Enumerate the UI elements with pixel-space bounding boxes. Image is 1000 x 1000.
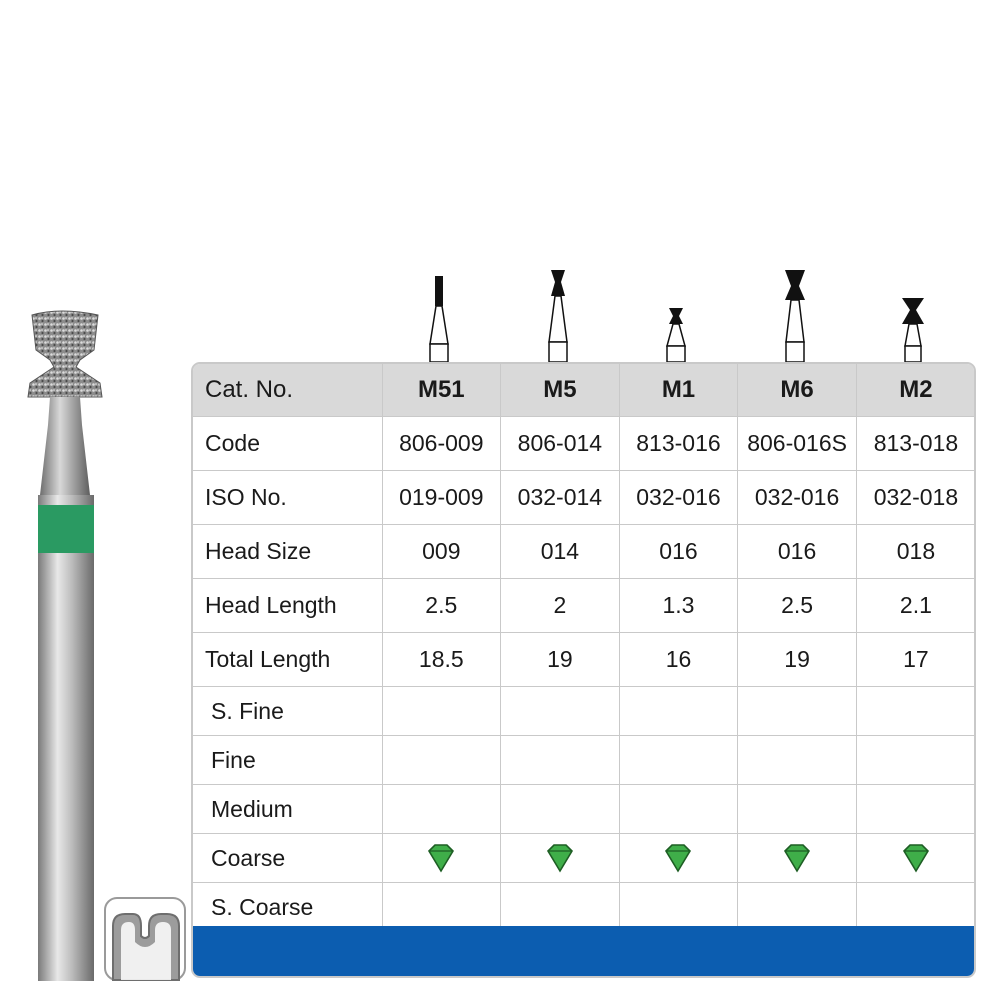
grit-cell (619, 736, 738, 785)
bur-spec-table (191, 362, 976, 978)
grit-label: Fine (193, 736, 382, 785)
table-cell: 018 (856, 525, 975, 579)
table-cell: 032-014 (501, 471, 620, 525)
table-row (193, 417, 975, 471)
column-header: M6 (738, 364, 857, 417)
grit-cell (382, 785, 501, 834)
green-diamond-icon (546, 843, 574, 873)
column-header: M5 (501, 364, 620, 417)
table-cell: 009 (382, 525, 501, 579)
bur-product-photo (20, 305, 110, 985)
row-label: Head Size (193, 525, 382, 579)
grit-cell (501, 834, 620, 883)
grit-cell (382, 687, 501, 736)
bur-silhouette-icon-m2 (902, 298, 924, 362)
table-row (193, 525, 975, 579)
grit-cell (501, 883, 620, 932)
grit-label: S. Coarse (193, 883, 382, 932)
grit-cell (738, 834, 857, 883)
grit-cell (856, 883, 975, 932)
grit-cell (619, 785, 738, 834)
table-cell: 016 (738, 525, 857, 579)
green-diamond-icon (664, 843, 692, 873)
grit-cell (856, 834, 975, 883)
grit-row (193, 834, 975, 883)
table-cell: 032-018 (856, 471, 975, 525)
grit-cell (738, 883, 857, 932)
grit-cell (382, 883, 501, 932)
cavity-prep-icon (103, 896, 187, 982)
table-cell: 1.3 (619, 579, 738, 633)
grit-row (193, 736, 975, 785)
bur-silhouette-icon-m5 (549, 270, 567, 362)
table-cell: 032-016 (619, 471, 738, 525)
table-header-row (193, 364, 975, 417)
header-label: Cat. No. (193, 364, 382, 417)
row-label: Code (193, 417, 382, 471)
grit-cell (738, 785, 857, 834)
table-cell: 2.5 (738, 579, 857, 633)
grit-cell (856, 687, 975, 736)
table-cell: 19 (738, 633, 857, 687)
grit-row (193, 785, 975, 834)
table-cell: 19 (501, 633, 620, 687)
table-cell: 032-016 (738, 471, 857, 525)
grit-cell (856, 736, 975, 785)
grit-cell (856, 785, 975, 834)
grit-cell (738, 687, 857, 736)
footer-color-bar (193, 926, 974, 976)
green-diamond-icon (902, 843, 930, 873)
grit-cell (501, 687, 620, 736)
grit-cell (619, 834, 738, 883)
table-cell: 2.5 (382, 579, 501, 633)
row-label: Head Length (193, 579, 382, 633)
bur-silhouette-icon-m51 (430, 276, 448, 362)
grit-cell (501, 785, 620, 834)
column-header: M2 (856, 364, 975, 417)
grit-label: Coarse (193, 834, 382, 883)
table-cell: 806-009 (382, 417, 501, 471)
table-cell: 806-014 (501, 417, 620, 471)
table-cell: 813-018 (856, 417, 975, 471)
table-cell: 2 (501, 579, 620, 633)
grit-cell (619, 883, 738, 932)
grit-cell (382, 834, 501, 883)
table-cell: 2.1 (856, 579, 975, 633)
grit-label: S. Fine (193, 687, 382, 736)
table-row (193, 579, 975, 633)
grit-cell (382, 736, 501, 785)
bur-silhouettes (380, 262, 976, 364)
table-cell: 019-009 (382, 471, 501, 525)
grit-row (193, 687, 975, 736)
table-cell: 014 (501, 525, 620, 579)
table-cell: 17 (856, 633, 975, 687)
table-cell: 18.5 (382, 633, 501, 687)
column-header: M51 (382, 364, 501, 417)
bur-silhouette-icon-m6 (785, 270, 805, 362)
row-label: ISO No. (193, 471, 382, 525)
table-cell: 16 (619, 633, 738, 687)
column-header: M1 (619, 364, 738, 417)
table-cell: 813-016 (619, 417, 738, 471)
grit-cell (738, 736, 857, 785)
table-row (193, 633, 975, 687)
table-cell: 806-016S (738, 417, 857, 471)
grit-cell (619, 687, 738, 736)
green-diamond-icon (783, 843, 811, 873)
bur-silhouette-icon-m1 (667, 308, 685, 362)
grit-label: Medium (193, 785, 382, 834)
table-cell: 016 (619, 525, 738, 579)
green-diamond-icon (427, 843, 455, 873)
grit-cell (501, 736, 620, 785)
row-label: Total Length (193, 633, 382, 687)
table-row (193, 471, 975, 525)
grit-row (193, 883, 975, 932)
